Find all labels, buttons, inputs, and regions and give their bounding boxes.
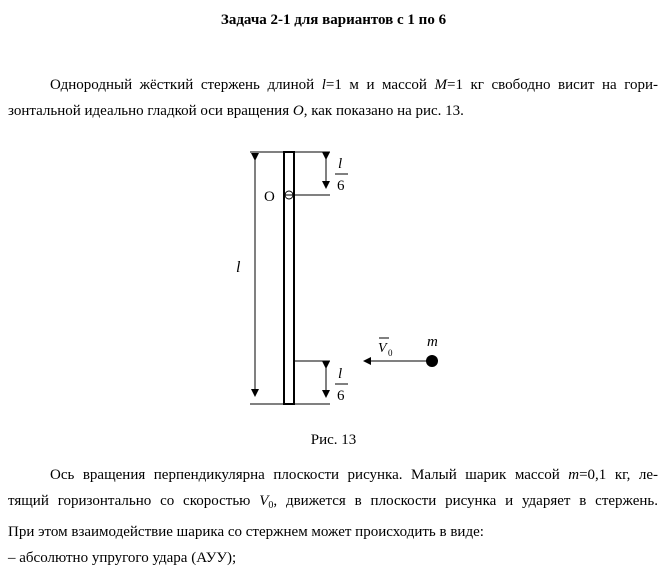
- desc-line-3: При этом взаимодействие шарика со стержнем может происходить в виде:: [8, 524, 484, 540]
- top-fraction-denominator: 6: [337, 178, 345, 194]
- text-fragment: , как показано на рис. 13.: [303, 103, 464, 119]
- ball: [426, 355, 438, 367]
- figure-caption: Рис. 13: [310, 432, 357, 448]
- text-fragment: =1 м и массой: [325, 77, 435, 93]
- text-fragment: =1 кг свободно висит на гори-: [446, 77, 659, 93]
- top-fraction-numerator: l: [338, 156, 343, 172]
- text-fragment: тящий горизонтально со скоростью: [8, 493, 260, 509]
- text-fragment: Ось вращения перпендикулярна плоскости рисунка. Малый шарик массой: [50, 467, 569, 483]
- text-fragment: =0,1 кг, ле-: [579, 467, 658, 483]
- mass-label: m: [427, 334, 438, 350]
- velocity-subscript: 0: [388, 348, 393, 358]
- velocity-symbol-subscript: 0: [268, 500, 274, 511]
- length-label: l: [236, 259, 241, 276]
- desc-line-1: [8, 462, 658, 488]
- interaction-description: [8, 462, 658, 571]
- task-title: Задача 2-1 для вариантов с 1 по 6: [220, 12, 447, 28]
- axis-label: O: [264, 189, 275, 205]
- text-fragment: , движется в плоскости рисунка и ударяет в стержень.: [273, 493, 658, 509]
- bottom-fraction-denominator: 6: [337, 388, 345, 404]
- ball-mass-symbol: m: [568, 467, 580, 483]
- rod: [284, 152, 294, 404]
- bottom-fraction-numerator: l: [338, 366, 343, 382]
- length-symbol: l: [321, 77, 326, 93]
- axis-symbol: O: [292, 103, 304, 119]
- mass-symbol: M: [434, 77, 447, 93]
- desc-line-2: [8, 488, 658, 519]
- list-item-elastic-impact: – абсолютно упругого удара (АУУ);: [8, 550, 237, 566]
- velocity-label: V: [378, 341, 387, 356]
- text-fragment: Однородный жёсткий стержень длиной: [50, 77, 322, 93]
- text-fragment: зонтальной идеально гладкой оси вращения: [8, 103, 293, 119]
- velocity-symbol: V: [259, 493, 269, 509]
